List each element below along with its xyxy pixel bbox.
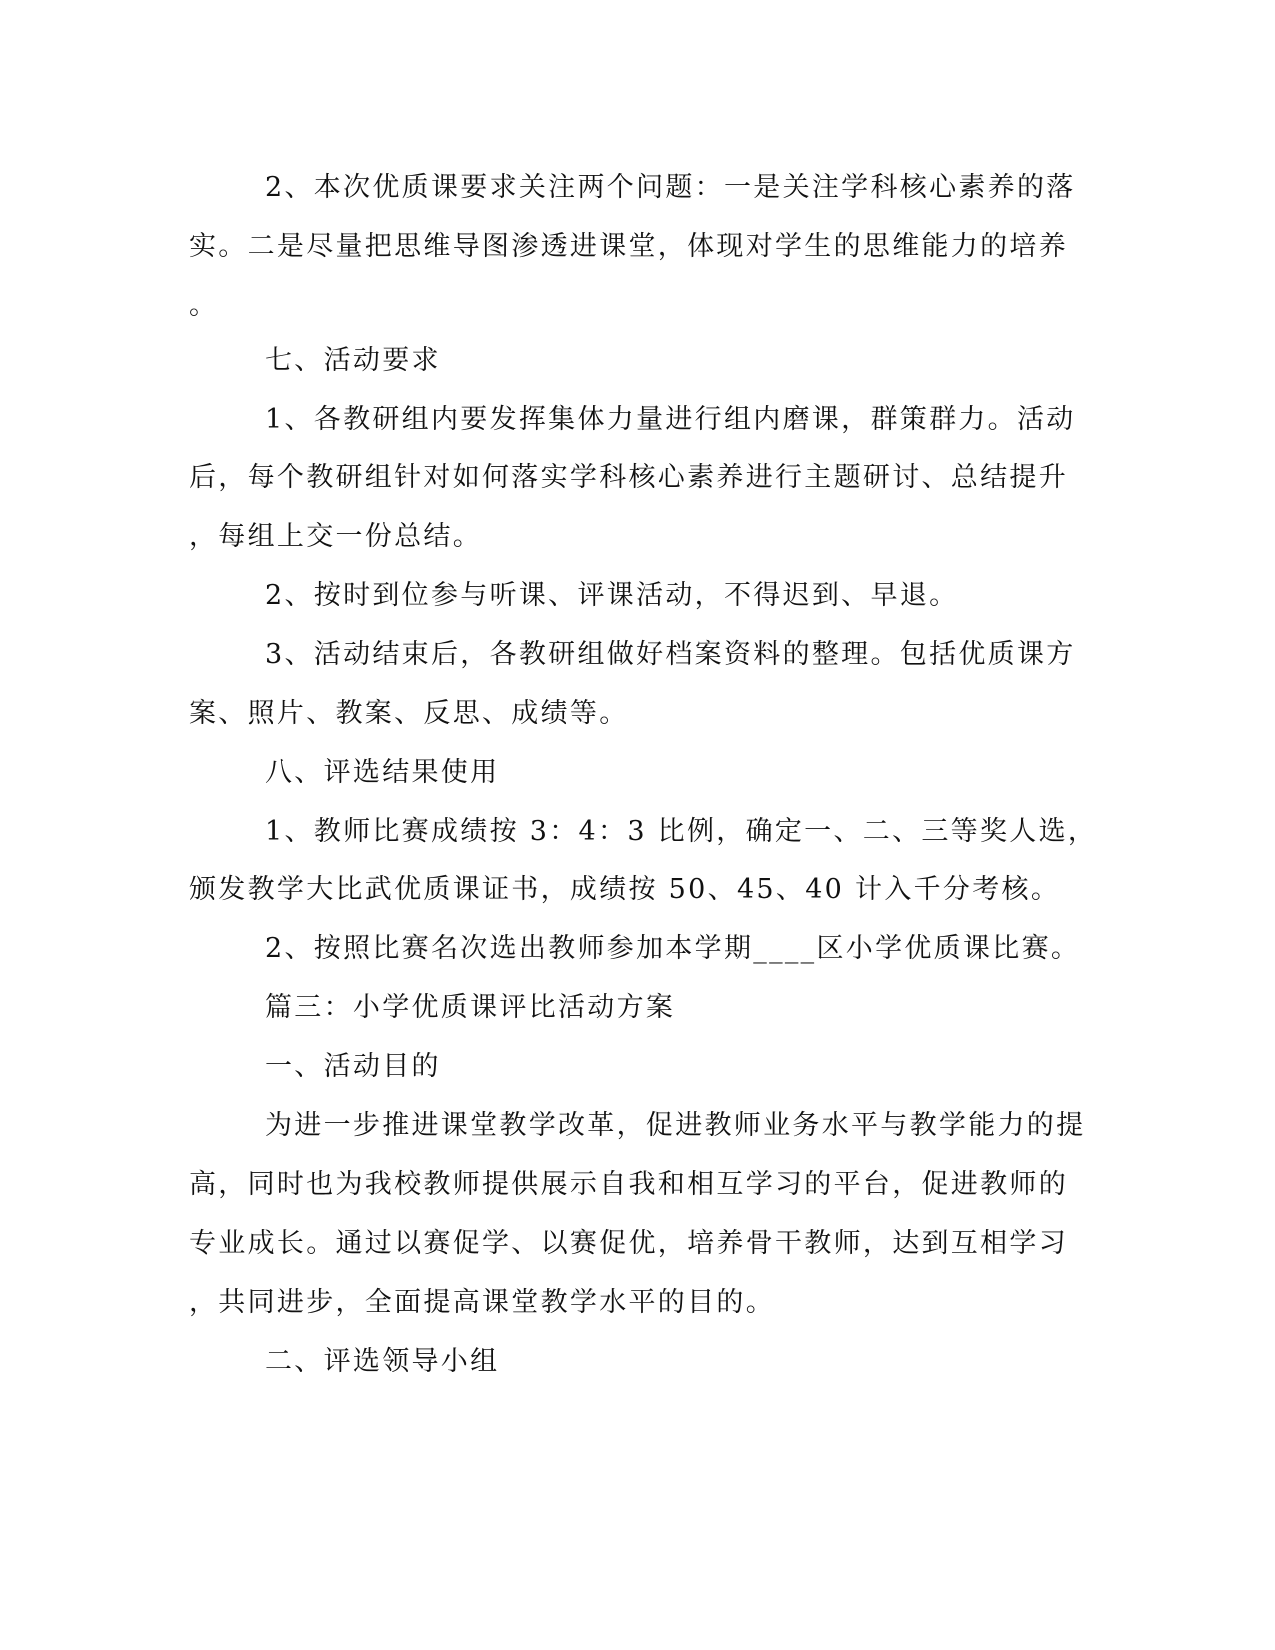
section-heading: 二、评选领导小组 [265,1346,500,1377]
paragraph-line: 实。二是尽量把思维导图渗透进课堂，体现对学生的思维能力的培养 [189,231,1068,262]
paragraph-line: 颁发教学大比武优质课证书，成绩按 50、45、40 计入千分考核。 [189,874,1061,905]
paragraph-line: 高，同时也为我校教师提供展示自我和相互学习的平台，促进教师的 [189,1169,1068,1200]
section-heading: 篇三：小学优质课评比活动方案 [265,992,676,1023]
paragraph-line: 1、各教研组内要发挥集体力量进行组内磨课，群策群力。活动 [265,404,1076,435]
paragraph-line: 2、按照比赛名次选出教师参加本学期____区小学优质课比赛。 [265,933,1081,964]
paragraph-line: 2、按时到位参与听课、评课活动，不得迟到、早退。 [265,580,959,611]
paragraph-line: 专业成长。通过以赛促学、以赛促优，培养骨干教师，达到互相学习 [189,1228,1068,1259]
section-heading: 八、评选结果使用 [265,757,500,788]
section-heading: 七、活动要求 [265,345,441,376]
section-heading: 一、活动目的 [265,1051,441,1082]
paragraph-line: 为进一步推进课堂教学改革，促进教师业务水平与教学能力的提 [265,1110,1086,1141]
paragraph-line: 。 [189,290,219,321]
paragraph-line: 3、活动结束后，各教研组做好档案资料的整理。包括优质课方 [265,639,1076,670]
paragraph-line: 后，每个教研组针对如何落实学科核心素养进行主题研讨、总结提升 [189,462,1068,493]
paragraph-line: ，共同进步，全面提高课堂教学水平的目的。 [189,1287,775,1318]
paragraph-line: 2、本次优质课要求关注两个问题：一是关注学科核心素养的落 [265,172,1076,203]
paragraph-line: ，每组上交一份总结。 [189,521,482,552]
paragraph-line: 1、教师比赛成绩按 3：4：3 比例，确定一、二、三等奖人选， [265,816,1098,847]
paragraph-line: 案、照片、教案、反思、成绩等。 [189,698,629,729]
